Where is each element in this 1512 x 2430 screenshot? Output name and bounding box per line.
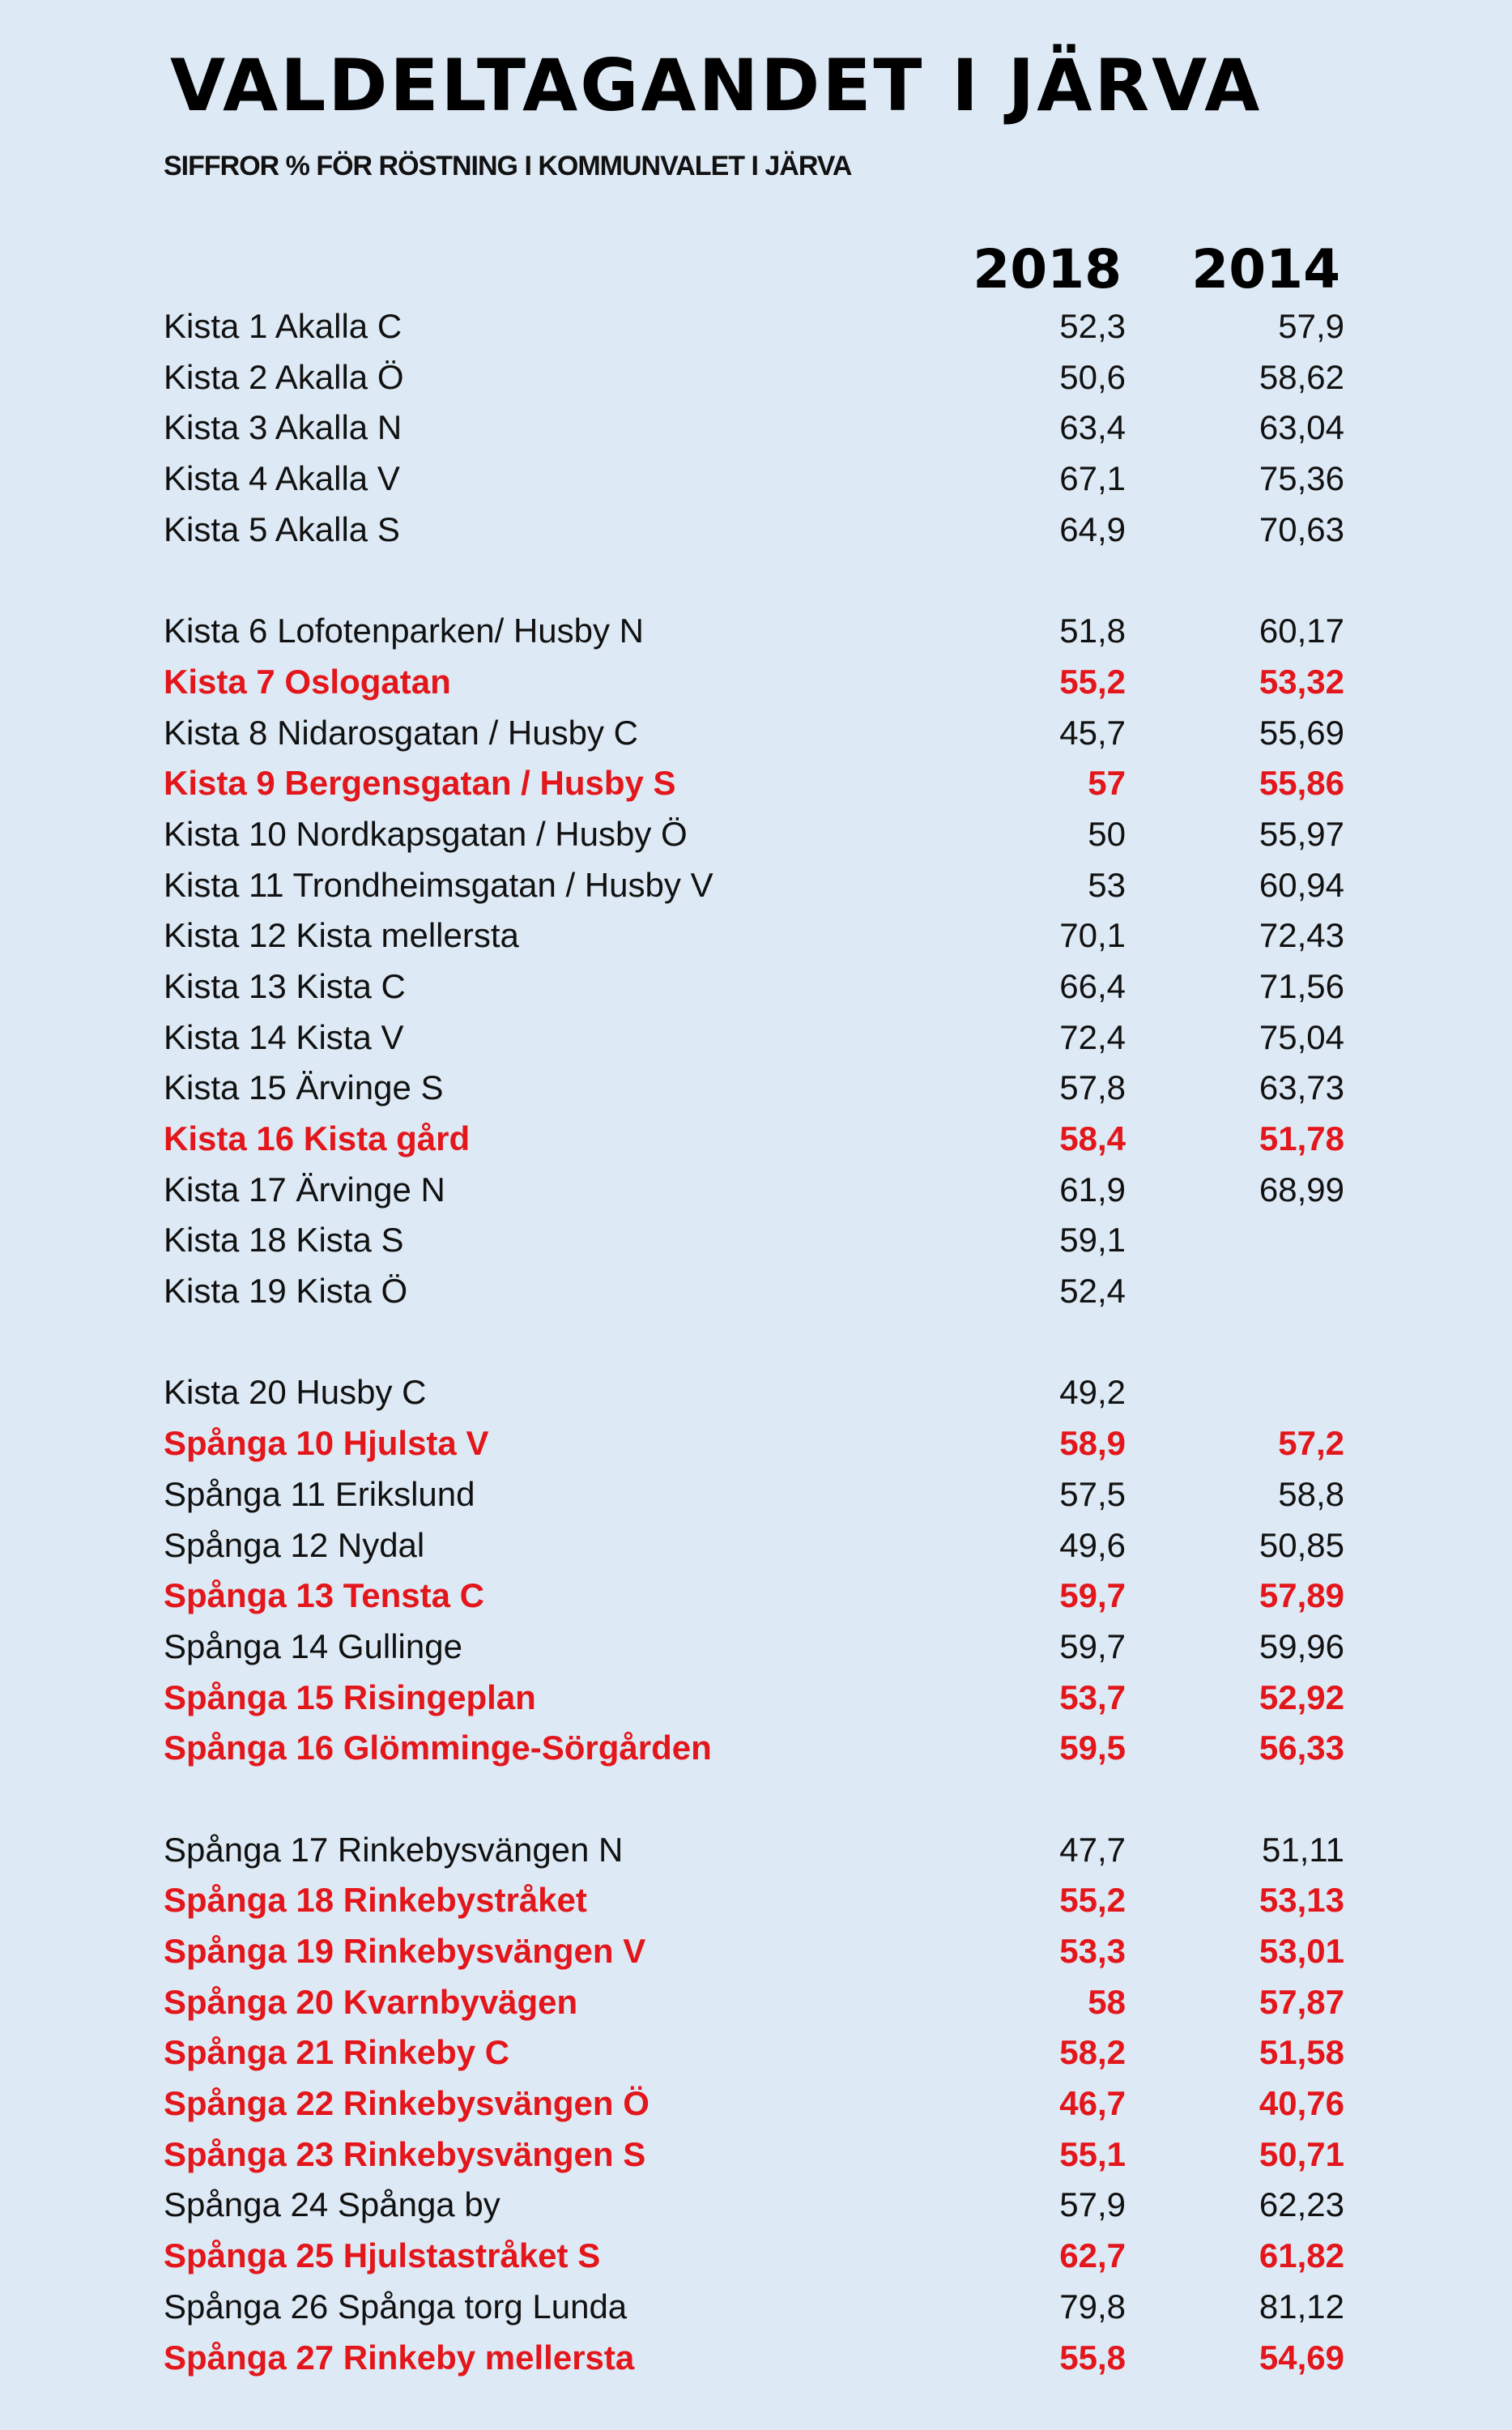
district-name: Spånga 13 Tensta C (164, 1576, 485, 1615)
turnout-2018: 57 (1088, 764, 1126, 803)
table-row (0, 1520, 1512, 1571)
district-name: Spånga 20 Kvarnbyvägen (164, 1982, 578, 2021)
table-row (0, 403, 1512, 454)
district-name: Spånga 27 Rinkeby mellersta (164, 2338, 635, 2377)
table-row (0, 809, 1512, 860)
turnout-2014: 57,9 (1278, 307, 1344, 345)
table-row (0, 1418, 1512, 1469)
turnout-2018: 70,1 (1059, 916, 1126, 955)
turnout-2018: 57,9 (1059, 2185, 1126, 2224)
district-name: Spånga 16 Glömminge-Sörgården (164, 1729, 712, 1767)
district-name: Kista 6 Lofotenparken/ Husby N (164, 612, 645, 650)
district-name: Spånga 17 Rinkebysvängen N (164, 1830, 624, 1869)
table-row (0, 2078, 1512, 2129)
turnout-2014: 59,96 (1259, 1626, 1344, 1665)
turnout-2014: 71,56 (1259, 966, 1344, 1005)
turnout-2014: 53,13 (1259, 1881, 1344, 1920)
turnout-2014: 60,17 (1259, 612, 1344, 650)
turnout-2018: 53,7 (1059, 1678, 1126, 1716)
table-row (0, 2231, 1512, 2282)
turnout-2018: 67,1 (1059, 459, 1126, 498)
turnout-2018: 55,2 (1059, 1881, 1126, 1920)
table-row (0, 2027, 1512, 2078)
turnout-2018: 79,8 (1059, 2287, 1126, 2326)
turnout-2018: 59,7 (1059, 1576, 1126, 1615)
district-name: Spånga 23 Rinkebysvängen S (164, 2134, 646, 2173)
table-row (0, 1114, 1512, 1165)
table-row (0, 1013, 1512, 1064)
turnout-2018: 58,2 (1059, 2033, 1126, 2072)
district-name: Spånga 12 Nydal (164, 1525, 425, 1564)
turnout-2018: 72,4 (1059, 1017, 1126, 1056)
table-row (0, 1063, 1512, 1114)
turnout-2018: 49,6 (1059, 1525, 1126, 1564)
turnout-2018: 45,7 (1059, 713, 1126, 752)
turnout-2014: 57,89 (1259, 1576, 1344, 1615)
turnout-2018: 53,3 (1059, 1932, 1126, 1970)
turnout-2014: 50,71 (1259, 2134, 1344, 2173)
table-row (0, 708, 1512, 759)
district-name: Kista 7 Oslogatan (164, 662, 451, 701)
table-row (0, 505, 1512, 556)
turnout-2014: 58,8 (1278, 1474, 1344, 1513)
turnout-2018: 66,4 (1059, 966, 1126, 1005)
turnout-2018: 64,9 (1059, 509, 1126, 548)
district-name: Kista 15 Ärvinge S (164, 1068, 444, 1107)
table-row (0, 1571, 1512, 1622)
turnout-2014: 58,62 (1259, 357, 1344, 396)
table-row (0, 352, 1512, 403)
turnout-2014: 60,94 (1259, 865, 1344, 904)
turnout-2018: 61,9 (1059, 1170, 1126, 1209)
turnout-2014: 72,43 (1259, 916, 1344, 955)
table-row (0, 1367, 1512, 1418)
turnout-2018: 55,1 (1059, 2134, 1126, 2173)
turnout-2018: 57,5 (1059, 1474, 1126, 1513)
table-row (0, 657, 1512, 708)
turnout-2018: 49,2 (1059, 1373, 1126, 1412)
table-row (0, 2282, 1512, 2333)
district-name: Spånga 18 Rinkebystråket (164, 1881, 587, 1920)
turnout-2014: 61,82 (1259, 2236, 1344, 2275)
district-name: Spånga 11 Erikslund (164, 1474, 475, 1513)
turnout-2018: 57,8 (1059, 1068, 1126, 1107)
turnout-2018: 50 (1088, 814, 1126, 853)
turnout-2018: 59,7 (1059, 1626, 1126, 1665)
turnout-2018: 50,6 (1059, 357, 1126, 396)
table-row (0, 301, 1512, 352)
turnout-2014: 56,33 (1259, 1729, 1344, 1767)
table-row (0, 910, 1512, 961)
turnout-2018: 47,7 (1059, 1830, 1126, 1869)
district-name: Kista 18 Kista S (164, 1221, 404, 1260)
turnout-2014: 75,36 (1259, 459, 1344, 498)
district-name: Spånga 21 Rinkeby C (164, 2033, 510, 2072)
district-name: Kista 13 Kista C (164, 966, 406, 1005)
turnout-2014: 57,87 (1259, 1982, 1344, 2021)
turnout-table (0, 301, 1512, 2383)
turnout-2018: 55,8 (1059, 2338, 1126, 2377)
turnout-2014: 51,58 (1259, 2033, 1344, 2072)
table-row (0, 860, 1512, 911)
table-row (0, 1165, 1512, 1216)
turnout-2014: 63,73 (1259, 1068, 1344, 1107)
district-name: Kista 20 Husby C (164, 1373, 427, 1412)
turnout-2014: 63,04 (1259, 408, 1344, 447)
turnout-2014: 53,32 (1259, 662, 1344, 701)
column-header-2018: 2018 (973, 238, 1122, 301)
turnout-2014: 75,04 (1259, 1017, 1344, 1056)
table-row (0, 2129, 1512, 2181)
turnout-2018: 59,1 (1059, 1221, 1126, 1260)
turnout-2014: 54,69 (1259, 2338, 1344, 2377)
table-row (0, 1723, 1512, 1774)
district-name: Spånga 25 Hjulstastråket S (164, 2236, 601, 2275)
table-row (0, 1469, 1512, 1520)
table-row (0, 1875, 1512, 1926)
turnout-2018: 59,5 (1059, 1729, 1126, 1767)
turnout-2014: 68,99 (1259, 1170, 1344, 1209)
table-row (0, 1825, 1512, 1876)
district-name: Spånga 14 Gullinge (164, 1626, 462, 1665)
district-name: Kista 11 Trondheimsgatan / Husby V (164, 865, 713, 904)
turnout-2014: 40,76 (1259, 2084, 1344, 2123)
page-subtitle: SIFFROR % FÖR RÖSTNING I KOMMUNVALET I JÄRVA (164, 151, 852, 181)
turnout-2018: 63,4 (1059, 408, 1126, 447)
turnout-2014: 57,2 (1278, 1424, 1344, 1463)
turnout-2014: 50,85 (1259, 1525, 1344, 1564)
table-row (0, 454, 1512, 505)
district-name: Kista 4 Akalla V (164, 459, 400, 498)
district-name: Spånga 24 Spånga by (164, 2185, 500, 2224)
table-row (0, 1977, 1512, 2028)
district-name: Spånga 22 Rinkebysvängen Ö (164, 2084, 650, 2123)
turnout-2018: 58 (1088, 1982, 1126, 2021)
turnout-2018: 53 (1088, 865, 1126, 904)
table-row (0, 1673, 1512, 1724)
turnout-2014: 55,86 (1259, 764, 1344, 803)
turnout-2014: 55,69 (1259, 713, 1344, 752)
district-name: Kista 1 Akalla C (164, 307, 402, 345)
column-header-2014: 2014 (1191, 238, 1340, 301)
district-name: Spånga 26 Spånga torg Lunda (164, 2287, 628, 2326)
district-name: Spånga 19 Rinkebysvängen V (164, 1932, 646, 1970)
turnout-2014: 51,11 (1262, 1830, 1344, 1869)
turnout-2014: 62,23 (1259, 2185, 1344, 2224)
table-row (0, 1266, 1512, 1317)
district-name: Kista 8 Nidarosgatan / Husby C (164, 713, 638, 752)
table-row (0, 2180, 1512, 2231)
turnout-2014: 51,78 (1259, 1119, 1344, 1157)
turnout-2014: 81,12 (1259, 2287, 1344, 2326)
turnout-2018: 52,4 (1059, 1272, 1126, 1311)
turnout-2014: 53,01 (1259, 1932, 1344, 1970)
district-name: Kista 5 Akalla S (164, 509, 400, 548)
page-title: VALDELTAGANDET I JÄRVA (170, 44, 1263, 127)
table-row (0, 961, 1512, 1013)
table-row (0, 1926, 1512, 1977)
turnout-2014: 55,97 (1259, 814, 1344, 853)
turnout-2018: 62,7 (1059, 2236, 1126, 2275)
district-name: Kista 10 Nordkapsgatan / Husby Ö (164, 814, 688, 853)
table-row (0, 1215, 1512, 1266)
turnout-2018: 52,3 (1059, 307, 1126, 345)
district-name: Spånga 10 Hjulsta V (164, 1424, 489, 1463)
district-name: Kista 2 Akalla Ö (164, 357, 404, 396)
turnout-2018: 55,2 (1059, 662, 1126, 701)
turnout-2018: 51,8 (1059, 612, 1126, 650)
table-row (0, 1622, 1512, 1673)
table-row (0, 2333, 1512, 2384)
turnout-2018: 58,4 (1059, 1119, 1126, 1157)
district-name: Kista 19 Kista Ö (164, 1272, 408, 1311)
district-name: Kista 14 Kista V (164, 1017, 404, 1056)
table-row (0, 758, 1512, 809)
district-name: Kista 12 Kista mellersta (164, 916, 519, 955)
turnout-2014: 52,92 (1259, 1678, 1344, 1716)
district-name: Kista 9 Bergensgatan / Husby S (164, 764, 676, 803)
district-name: Kista 16 Kista gård (164, 1119, 471, 1157)
turnout-2018: 58,9 (1059, 1424, 1126, 1463)
district-name: Kista 3 Akalla N (164, 408, 402, 447)
district-name: Kista 17 Ärvinge N (164, 1170, 445, 1209)
district-name: Spånga 15 Risingeplan (164, 1678, 536, 1716)
table-row (0, 606, 1512, 657)
turnout-2018: 46,7 (1059, 2084, 1126, 2123)
turnout-2014: 70,63 (1259, 509, 1344, 548)
